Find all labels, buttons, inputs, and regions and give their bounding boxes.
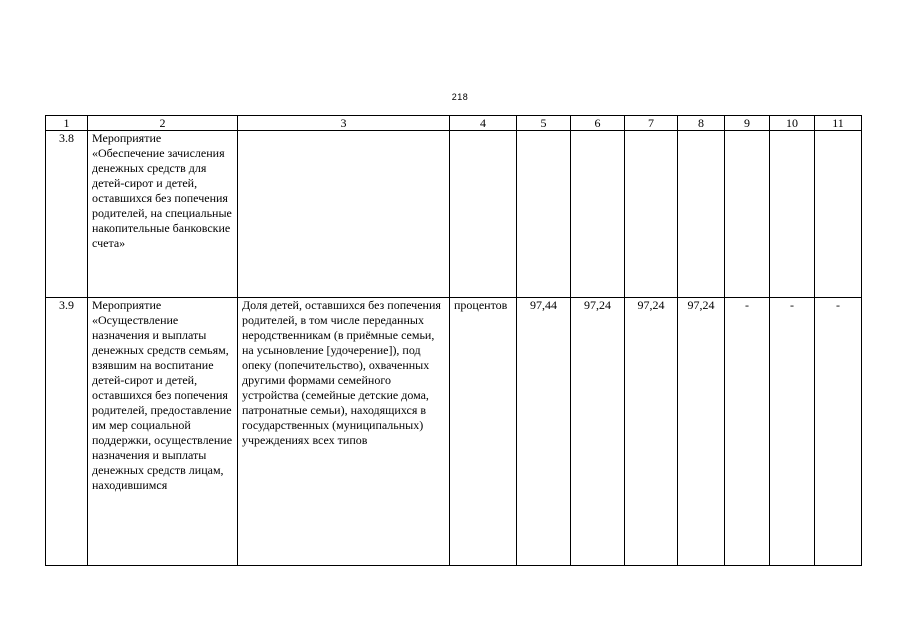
value-cell-7 — [625, 131, 678, 298]
unit-cell: процентов — [450, 298, 517, 566]
value-cell-8: 97,24 — [678, 298, 725, 566]
value-cell-9: - — [725, 298, 770, 566]
value-cell-7: 97,24 — [625, 298, 678, 566]
unit-cell — [450, 131, 517, 298]
value-cell-8 — [678, 131, 725, 298]
page-number: 218 — [451, 92, 469, 102]
header-cell: 10 — [770, 116, 815, 131]
value-cell-6 — [571, 131, 625, 298]
value-cell-6: 97,24 — [571, 298, 625, 566]
header-cell: 6 — [571, 116, 625, 131]
header-cell: 4 — [450, 116, 517, 131]
value-cell-5 — [517, 131, 571, 298]
header-cell: 7 — [625, 116, 678, 131]
table-header-row — [46, 116, 862, 131]
indicator-text: Доля детей, оставшихся без попечения родителей, в том числе переданных неродственникам (в приёмные семьи, на усыновление [удочерение]), под опеку (попечительство), охваченных другими формами семейного устройства (семейные детские дома, патронатные семьи), находящихся в государственных (муниципальных) учреждениях всех типов — [238, 298, 450, 566]
row-number: 3.9 — [46, 298, 88, 566]
value-cell-10: - — [770, 298, 815, 566]
measure-name: Мероприятие «Обеспечение зачисления денежных средств для детей-сирот и детей, оставшихся без попечения родителей, на специальные накопительные банковские счета» — [88, 131, 238, 298]
value-cell-10 — [770, 131, 815, 298]
indicator-text — [238, 131, 450, 298]
value-cell-11 — [815, 131, 862, 298]
header-cell: 8 — [678, 116, 725, 131]
header-cell: 3 — [238, 116, 450, 131]
measure-name: Мероприятие «Осуществление назначения и выплаты денежных средств семьям, взявшим на воспитание детей-сирот и детей, оставшихся без попечения родителей, предоставление им мер социальной поддержки, осуществление назначения и выплаты денежных средств лицам, находившимся — [88, 298, 238, 566]
row-number: 3.8 — [46, 131, 88, 298]
header-cell: 5 — [517, 116, 571, 131]
value-cell-5: 97,44 — [517, 298, 571, 566]
header-cell: 2 — [88, 116, 238, 131]
value-cell-9 — [725, 131, 770, 298]
table-row — [46, 298, 862, 566]
measures-table — [45, 115, 862, 566]
header-cell: 11 — [815, 116, 862, 131]
header-cell: 9 — [725, 116, 770, 131]
value-cell-11: - — [815, 298, 862, 566]
table-row — [46, 131, 862, 298]
header-cell: 1 — [46, 116, 88, 131]
